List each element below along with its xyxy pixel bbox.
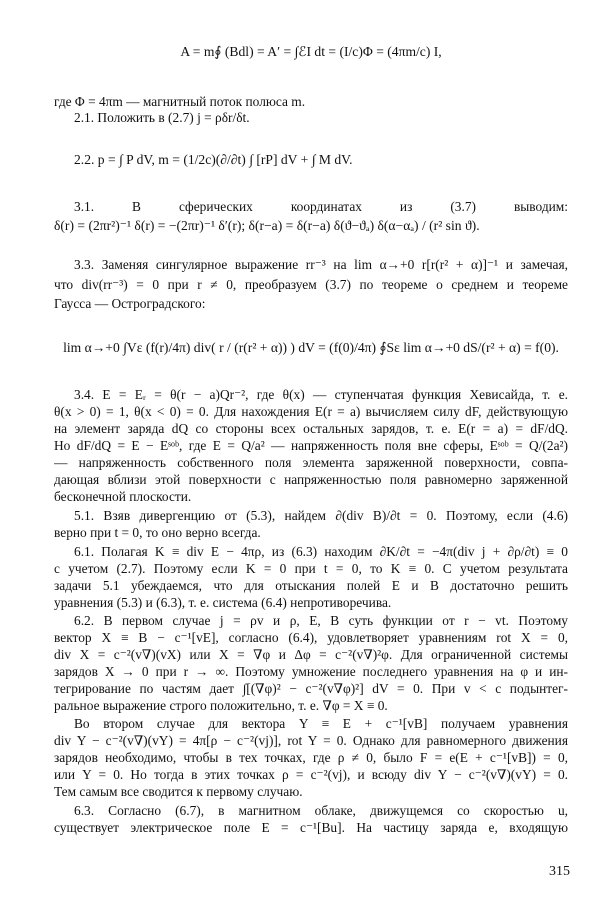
text-line: уравнения (5.3) и (6.3), т. е. система (6.4) непротиворечива.: [54, 595, 392, 610]
page-number: 315: [549, 864, 570, 879]
text-line: Гаусса — Остроградского:: [54, 296, 206, 311]
text-line: 6.3. Согласно (6.7), в магнитном облаке, движущемся со скоростью u,: [74, 803, 568, 818]
text-line: Во втором случае для вектора Y ≡ E + c⁻¹[vB] получаем уравнения: [74, 716, 568, 731]
text-line: θ(x > 0) = 1, θ(x < 0) = 0. Для нахождения E(r = a) вычисляем силу dF, действующую: [54, 404, 568, 419]
text-line: верно при t = 0, то оно верно всегда.: [54, 525, 261, 540]
text-line: бесконечной плоскости.: [54, 489, 192, 504]
text-line: вектор X ≡ B − c⁻¹[vE], согласно (6.4), удовлетворяет уравнениям rot X = 0,: [54, 630, 568, 645]
text-line: или Y = 0. Но тогда в этих точках ρ = c⁻²(vj), и всюду div Y − c⁻²(v∇)(vY) = 0.: [54, 767, 568, 782]
text-line: задачи 5.1 убеждаемся, что для отыскания полей E и B достаточно решить: [54, 578, 568, 593]
text-line: 6.2. В первом случае j = ρv и ρ, E, B суть функции от r − vt. Поэтому: [74, 613, 568, 628]
text-line: ральное выражение строго положительно, т. е. ∇φ = X ≡ 0.: [54, 698, 388, 713]
text-line: 3.1. В сферических координатах из (3.7) выводим:: [74, 199, 568, 214]
text-line: 5.1. Взяв дивергенцию от (5.3), найдем ∂(div B)/∂t = 0. Поэтому, если (4.6): [74, 508, 568, 523]
text-line: 6.1. Полагая K ≡ div E − 4πρ, из (6.3) находим ∂K/∂t = −4π(div j + ∂ρ/∂t) ≡ 0: [74, 544, 568, 559]
text-line: дающая вблизи этой поверхности с напряженностью поля равномерно заряженной: [54, 472, 568, 487]
text-line: где Φ = 4πm — магнитный поток полюса m.: [54, 94, 306, 109]
text-line: — напряженность собственного поля элемента заряженной поверхности, совпа-: [54, 455, 568, 470]
text-line: на элемент заряда dQ со стороны всех остальных зарядов, т. е. E(r = a) = dF/dQ.: [54, 421, 568, 436]
text-line: зарядов необходимо, чтобы в тех точках, где ρ ≠ 0, было F = e(E + c⁻¹[vB]) = 0,: [54, 750, 568, 765]
text-line: с учетом (2.7). Поэтому если K = 0 при t = 0, то K ≡ 0. С учетом результата: [54, 561, 568, 576]
text-line: тегрирование по частям дает ∫[(∇φ)² − c⁻²(v∇φ)²] dV = 0. При v < c подынтег-: [54, 681, 568, 696]
text-line: что div(rr⁻³) = 0 при r ≠ 0, преобразуем (3.7) по теореме о среднем и теореме: [54, 277, 568, 292]
formula-line: δ(r) = (2πr²)⁻¹ δ(r) = −(2πr)⁻¹ δ′(r); δ(r−a) = δ(r−a) δ(ϑ−ϑₐ) δ(α−αₐ) / (r² sin ϑ).: [54, 218, 480, 233]
formula-line: A = m∮ (Bdl) = A′ = ∫ℰI dt = (I/c)Φ = (4πm/c) I,: [180, 44, 442, 59]
text-line: зарядов X → 0 при r → ∞. Поэтому умножение последнего уравнения на φ и ин-: [54, 664, 568, 679]
text-line: 3.4. E = Eᵣ = θ(r − a)Qr⁻², где θ(x) — ступенчатая функция Хевисайда, т. е.: [74, 387, 568, 402]
text-line: div Y − c⁻²(v∇)(vY) = 4π[ρ − c⁻²(vj)], rot Y = 0. Однако для равномерного движения: [54, 733, 568, 748]
text-line: существует электрическое поле E = c⁻¹[Bu]. На частицу заряда e, входящую: [54, 820, 568, 835]
text-line: div X = c⁻²(v∇)(vX) или X = ∇φ и Δφ = c⁻²(v∇)²φ. Для ограниченной системы: [54, 647, 568, 662]
text-line: Но dF/dQ = E − Eˢᵒᵇ, где E = Q/a² — напряженность поля вне сферы, Eˢᵒᵇ = Q/(2a²): [54, 438, 568, 453]
formula-line: lim α→+0 ∫Vε (f(r)/4π) div( r / (r(r² + α)) ) dV = (f(0)/4π) ∮Sε lim α→+0 dS/(r² + α) = f(0).: [63, 340, 559, 355]
formula-line: 2.2. p = ∫ P dV, m = (1/2c)(∂/∂t) ∫ [rP] dV + ∫ M dV.: [74, 152, 353, 167]
text-line: Тем самым все сводится к первому случаю.: [54, 784, 303, 799]
text-line: 2.1. Положить в (2.7) j = ρδr/δt.: [74, 110, 250, 125]
text-line: 3.3. Заменяя сингулярное выражение rr⁻³ на lim α→+0 r[r(r² + α)]⁻¹ и замечая,: [74, 257, 568, 272]
